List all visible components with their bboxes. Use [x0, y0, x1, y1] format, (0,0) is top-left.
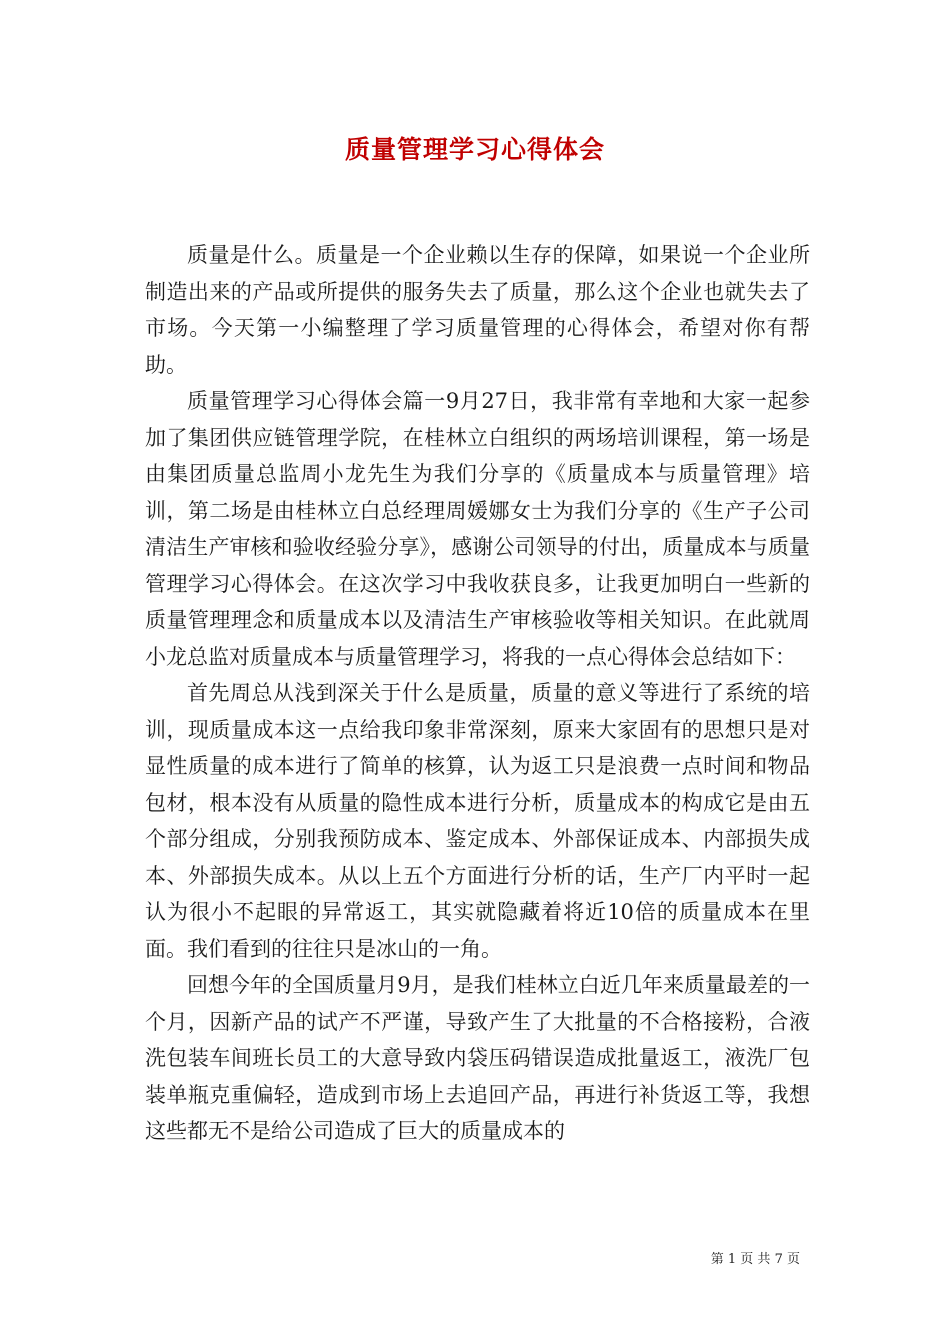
total-pages: 7: [774, 1252, 783, 1267]
page-suffix: 页: [786, 1252, 800, 1267]
paragraph-quality-month: 回想今年的全国质量月9月，是我们桂林立白近几年来质量最差的一个月，因新产品的试产不严谨，导致产生了大批量的不合格接粉，合液洗包装车间班长员工的大意导致内袋压码错误造成批量返工，液洗厂包装单瓶克重偏轻，造成到市场上去追回产品，再进行补货返工等，我想这些都无不是给公司造成了巨大的质量成本的: [145, 973, 810, 1143]
page-prefix: 第: [710, 1252, 724, 1267]
document-body: [145, 237, 810, 1150]
paragraph-part-one: 质量管理学习心得体会篇一9月27日，我非常有幸地和大家一起参加了集团供应链管理学院，在桂林立白组织的两场培训课程，第一场是由集团质量总监周小龙先生为我们分享的《质量成本与质量管理》培训，第二场是由桂林立白总经理周媛娜女士为我们分享的《生产子公司清洁生产审核和验收经验分享》，感谢公司领导的付出，质量成本与质量管理学习心得体会。在这次学习中我收获良多，让我更加明白一些新的质量管理理念和质量成本以及清洁生产审核验收等相关知识。在此就周小龙总监对质量成本与质量管理学习，将我的一点心得体会总结如下：: [145, 389, 810, 669]
page-mid: 页 共: [740, 1252, 771, 1267]
page-number-footer: [711, 1248, 800, 1267]
paragraph-quality-cost: 首先周总从浅到深关于什么是质量，质量的意义等进行了系统的培训，现质量成本这一点给我印象非常深刻，原来大家固有的思想只是对显性质量的成本进行了简单的核算，认为返工只是浪费一点时间和物品包材，根本没有从质量的隐性成本进行分析，质量成本的构成它是由五个部分组成，分别我预防成本、鉴定成本、外部保证成本、内部损失成本、外部损失成本。从以上五个方面进行分析的话，生产厂内平时一起认为很小不起眼的异常返工，其实就隐藏着将近10倍的质量成本在里面。我们看到的往往只是冰山的一角。: [145, 681, 810, 961]
current-page: 1: [727, 1252, 737, 1267]
paragraph-intro: 质量是什么。质量是一个企业赖以生存的保障，如果说一个企业所制造出来的产品或所提供的服务失去了质量，那么这个企业也就失去了市场。今天第一小编整理了学习质量管理的心得体会，希望对你有帮助。: [145, 243, 810, 377]
document-title: 质量管理学习心得体会: [344, 135, 605, 164]
